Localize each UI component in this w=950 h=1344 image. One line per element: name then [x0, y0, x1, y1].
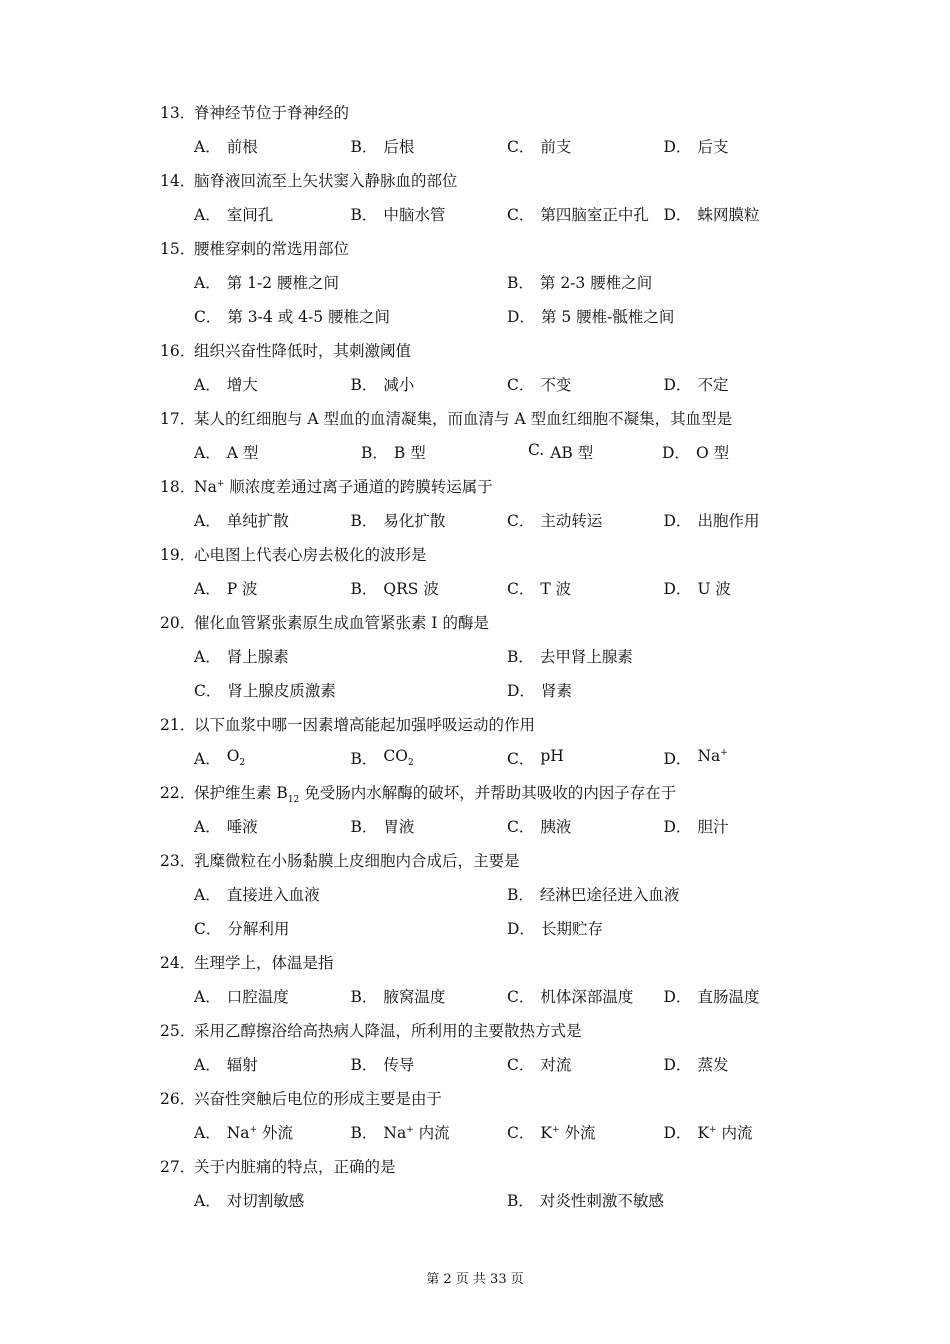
- option-text: QRS 波: [383, 580, 439, 598]
- question-stem: [160, 605, 820, 639]
- question-stem: [160, 537, 820, 571]
- question-text: 腰椎穿刺的常选用部位: [194, 240, 350, 258]
- question-number: 20．: [160, 614, 196, 632]
- answer-option: [194, 577, 351, 599]
- option-letter: A．: [194, 206, 221, 224]
- answer-option: [507, 679, 820, 701]
- answer-option: [361, 441, 528, 463]
- option-text: A 型: [226, 444, 259, 462]
- option-letter: B．: [350, 138, 378, 156]
- answer-option: [664, 747, 821, 769]
- question-item: [160, 843, 820, 945]
- question-item: [160, 707, 820, 775]
- answer-option: [507, 373, 664, 395]
- answer-option: [664, 203, 821, 225]
- answer-option: [507, 883, 820, 905]
- question-stem: [160, 1149, 820, 1183]
- answer-option: [662, 441, 729, 463]
- option-row: [160, 673, 820, 707]
- option-text: 增大: [226, 376, 258, 394]
- answer-option: [507, 985, 664, 1007]
- option-letter: D．: [507, 308, 535, 326]
- option-letter: C．: [507, 512, 535, 530]
- option-text: 机体深部温度: [540, 988, 634, 1006]
- option-text: 直肠温度: [697, 988, 760, 1006]
- option-letter: B．: [507, 648, 534, 666]
- option-text: Na+ 内流: [383, 1124, 450, 1142]
- question-text: 采用乙醇擦浴给高热病人降温，所利用的主要散热方式是: [194, 1022, 582, 1040]
- option-letter: D．: [507, 920, 535, 938]
- option-letter: A．: [194, 988, 221, 1006]
- question-number: 26．: [160, 1090, 196, 1108]
- option-letter: B．: [507, 1192, 534, 1210]
- question-item: [160, 1149, 820, 1217]
- option-row: [160, 435, 820, 469]
- question-item: [160, 163, 820, 231]
- question-number: 24．: [160, 954, 196, 972]
- option-letter: D．: [663, 580, 692, 598]
- answer-option: [351, 509, 508, 531]
- option-row: [160, 1115, 820, 1149]
- option-row: [160, 1047, 820, 1081]
- option-text: 后支: [697, 138, 729, 156]
- option-row: [160, 129, 820, 163]
- option-text: 前根: [226, 138, 258, 156]
- option-letter: B．: [350, 818, 378, 836]
- question-number: 18．: [160, 478, 196, 496]
- option-text: 第四脑室正中孔: [540, 206, 649, 224]
- option-letter: A．: [194, 376, 221, 394]
- answer-option: [194, 985, 351, 1007]
- option-letter: C．: [507, 750, 535, 768]
- question-item: [160, 333, 820, 401]
- option-text: 前支: [540, 138, 572, 156]
- option-text: 胃液: [383, 818, 415, 836]
- question-number: 15．: [160, 240, 196, 258]
- option-letter: A．: [194, 886, 221, 904]
- option-letter: D．: [663, 138, 692, 156]
- option-letter: A．: [194, 648, 221, 666]
- option-letter: C．: [507, 988, 535, 1006]
- option-row: [160, 265, 820, 299]
- answer-option: [528, 441, 662, 463]
- answer-option: [194, 509, 351, 531]
- option-letter: B．: [350, 750, 378, 768]
- option-letter: B．: [507, 886, 534, 904]
- answer-option: [507, 747, 664, 769]
- answer-option: [194, 373, 351, 395]
- option-letter: D．: [663, 988, 692, 1006]
- option-text: 第 3-4 或 4-5 腰椎之间: [227, 308, 391, 326]
- option-text: 第 1-2 腰椎之间: [226, 274, 340, 292]
- answer-option: [507, 815, 664, 837]
- option-letter: B．: [350, 376, 378, 394]
- answer-option: [507, 577, 664, 599]
- question-text: 脑脊液回流至上矢状窦入静脉血的部位: [194, 172, 458, 190]
- option-letter: C．: [194, 682, 222, 700]
- option-letter: C．: [507, 138, 535, 156]
- option-row: [160, 979, 820, 1013]
- answer-option: [194, 305, 507, 327]
- answer-option: [194, 203, 351, 225]
- option-text: pH: [540, 747, 564, 765]
- option-letter: C．: [194, 920, 222, 938]
- option-text: P 波: [226, 580, 258, 598]
- question-text: 生理学上，体温是指: [194, 954, 334, 972]
- option-text: 室间孔: [226, 206, 274, 224]
- option-letter: A．: [194, 818, 221, 836]
- answer-option: [194, 1189, 507, 1211]
- option-row: [160, 877, 820, 911]
- answer-option: [351, 1121, 508, 1143]
- question-item: [160, 1013, 820, 1081]
- option-letter: A．: [194, 444, 221, 462]
- answer-option: [194, 917, 507, 939]
- answer-option: [664, 373, 821, 395]
- option-text: 易化扩散: [383, 512, 446, 530]
- option-letter: A．: [194, 138, 221, 156]
- answer-option: [507, 1053, 664, 1075]
- question-number: 19．: [160, 546, 196, 564]
- option-letter: D．: [662, 444, 690, 462]
- option-row: [160, 741, 820, 775]
- question-text: 兴奋性突触后电位的形成主要是由于: [194, 1090, 443, 1108]
- answer-option: [664, 509, 821, 531]
- question-item: [160, 945, 820, 1013]
- answer-option: [351, 577, 508, 599]
- option-row: [160, 367, 820, 401]
- option-letter: A．: [194, 1192, 221, 1210]
- option-text: $CO_2$: [383, 747, 414, 769]
- question-stem: [160, 1081, 820, 1115]
- option-text: 传导: [383, 1056, 415, 1074]
- option-letter: C．: [507, 376, 535, 394]
- answer-option: [194, 815, 351, 837]
- option-text: 对切割敏感: [226, 1192, 305, 1210]
- option-text: 胰液: [540, 818, 572, 836]
- answer-option: [507, 509, 664, 531]
- question-number: 17．: [160, 410, 196, 428]
- option-text: 对流: [540, 1056, 572, 1074]
- question-number: 22．: [160, 784, 196, 802]
- option-letter: D．: [663, 1124, 692, 1142]
- answer-option: [507, 271, 820, 293]
- answer-option: [351, 985, 508, 1007]
- page-footer: 第 2 页 共 33 页: [426, 1272, 524, 1287]
- option-text: K+ 内流: [697, 1124, 753, 1142]
- option-letter: A．: [194, 274, 221, 292]
- option-row: [160, 197, 820, 231]
- option-text: 后根: [383, 138, 415, 156]
- answer-option: [194, 883, 507, 905]
- option-letter: A．: [194, 512, 221, 530]
- answer-option: [194, 271, 507, 293]
- question-stem: [160, 1013, 820, 1047]
- option-text: 直接进入血液: [226, 886, 320, 904]
- question-list: [160, 95, 820, 1217]
- answer-option: [507, 203, 664, 225]
- question-stem: [160, 231, 820, 265]
- question-stem: [160, 95, 820, 129]
- question-item: [160, 775, 820, 843]
- option-text: 第 2-3 腰椎之间: [539, 274, 653, 292]
- question-number: 16．: [160, 342, 196, 360]
- question-stem: [160, 945, 820, 979]
- option-letter: B．: [350, 988, 378, 1006]
- option-text: 第 5 腰椎-骶椎之间: [540, 308, 675, 326]
- answer-option: [664, 815, 821, 837]
- option-letter: D．: [663, 512, 692, 530]
- question-text: 保护维生素 $B_{12}$ 免受肠内水解酶的破坏，并帮助其吸收的内因子存在于: [194, 784, 677, 806]
- option-text: 经淋巴途径进入血液: [539, 886, 680, 904]
- option-letter: C．: [194, 308, 222, 326]
- option-text: 口腔温度: [226, 988, 289, 1006]
- option-text: Na+ 外流: [226, 1124, 293, 1142]
- answer-option: [351, 1053, 508, 1075]
- answer-option: [194, 1121, 351, 1143]
- answer-option: [194, 1053, 351, 1075]
- option-letter: D．: [663, 750, 692, 768]
- option-row: [160, 911, 820, 945]
- answer-option: [507, 917, 820, 939]
- option-text: K+ 外流: [540, 1124, 596, 1142]
- option-row: [160, 503, 820, 537]
- option-letter: D．: [663, 1056, 692, 1074]
- question-item: [160, 469, 820, 537]
- question-item: [160, 1081, 820, 1149]
- option-text: 主动转运: [540, 512, 603, 530]
- option-text: B 型: [393, 444, 426, 462]
- option-letter: D．: [663, 376, 692, 394]
- option-text: 长期贮存: [540, 920, 603, 938]
- answer-option: [194, 679, 507, 701]
- option-letter: B．: [350, 1056, 378, 1074]
- question-item: [160, 537, 820, 605]
- option-text: 分解利用: [227, 920, 290, 938]
- question-text: 关于内脏痛的特点，正确的是: [194, 1158, 396, 1176]
- question-text: 心电图上代表心房去极化的波形是: [194, 546, 427, 564]
- option-letter: A．: [194, 1124, 221, 1142]
- option-text: 不定: [697, 376, 729, 394]
- option-text: AB 型: [550, 444, 594, 462]
- option-text: 中脑水管: [383, 206, 446, 224]
- question-number: 14．: [160, 172, 196, 190]
- option-text: 出胞作用: [697, 512, 760, 530]
- option-letter: A．: [194, 1056, 221, 1074]
- question-number: 23．: [160, 852, 196, 870]
- question-text: 以下血浆中哪一因素增高能起加强呼吸运动的作用: [194, 716, 536, 734]
- question-number: 27．: [160, 1158, 196, 1176]
- option-row: [160, 809, 820, 843]
- option-letter: B．: [350, 580, 378, 598]
- option-letter: A．: [194, 750, 221, 768]
- question-stem: [160, 333, 820, 367]
- option-text: 减小: [383, 376, 415, 394]
- answer-option: [664, 985, 821, 1007]
- answer-option: [664, 577, 821, 599]
- answer-option: [664, 1053, 821, 1075]
- question-stem: [160, 401, 820, 435]
- option-text: Na+: [697, 747, 728, 765]
- option-letter: C．: [507, 1056, 535, 1074]
- option-text: 肾上腺皮质激素: [227, 682, 336, 700]
- option-letter: C.: [528, 441, 545, 459]
- option-text: 唾液: [226, 818, 258, 836]
- answer-option: [194, 645, 507, 667]
- option-text: 去甲肾上腺素: [539, 648, 633, 666]
- option-text: 蛛网膜粒: [697, 206, 760, 224]
- option-row: [160, 639, 820, 673]
- question-number: 25．: [160, 1022, 196, 1040]
- question-item: [160, 231, 820, 333]
- answer-option: [351, 815, 508, 837]
- answer-option: [194, 441, 361, 463]
- option-row: [160, 571, 820, 605]
- answer-option: [351, 135, 508, 157]
- question-text: 组织兴奋性降低时，其刺激阈值: [194, 342, 412, 360]
- option-letter: B．: [350, 206, 378, 224]
- option-row: [160, 1183, 820, 1217]
- answer-option: [351, 203, 508, 225]
- option-text: 胆汁: [697, 818, 729, 836]
- option-text: O 型: [695, 444, 730, 462]
- answer-option: [507, 1121, 664, 1143]
- option-text: 辐射: [226, 1056, 258, 1074]
- answer-option: [507, 135, 664, 157]
- question-text: Na+ 顺浓度差通过离子通道的跨膜转运属于: [194, 478, 493, 496]
- option-letter: B．: [350, 1124, 378, 1142]
- option-text: $O_2$: [226, 747, 246, 769]
- question-text: 某人的红细胞与 A 型血的血清凝集，而血清与 A 型血红细胞不凝集，其血型是: [194, 410, 733, 428]
- option-letter: C．: [507, 206, 535, 224]
- option-letter: C．: [507, 818, 535, 836]
- option-letter: C．: [507, 580, 535, 598]
- question-text: 脊神经节位于脊神经的: [194, 104, 350, 122]
- option-letter: B．: [361, 444, 388, 462]
- option-letter: C．: [507, 1124, 535, 1142]
- option-letter: A．: [194, 580, 221, 598]
- question-text: 乳糜微粒在小肠黏膜上皮细胞内合成后，主要是: [194, 852, 520, 870]
- answer-option: [351, 747, 508, 769]
- option-text: 肾上腺素: [226, 648, 289, 666]
- question-stem: [160, 469, 820, 503]
- question-text: 催化血管紧张素原生成血管紧张素 I 的酶是: [194, 614, 489, 632]
- question-item: [160, 605, 820, 707]
- answer-option: [507, 305, 820, 327]
- option-letter: D．: [507, 682, 535, 700]
- answer-option: [351, 373, 508, 395]
- option-text: 不变: [540, 376, 572, 394]
- answer-option: [664, 1121, 821, 1143]
- answer-option: [507, 1189, 820, 1211]
- option-text: 蒸发: [697, 1056, 729, 1074]
- question-item: [160, 401, 820, 469]
- question-number: 13．: [160, 104, 196, 122]
- answer-option: [194, 135, 351, 157]
- question-stem: [160, 707, 820, 741]
- question-item: [160, 95, 820, 163]
- question-stem: [160, 843, 820, 877]
- option-text: 对炎性刺激不敏感: [539, 1192, 664, 1210]
- answer-option: [664, 135, 821, 157]
- option-text: U 波: [697, 580, 731, 598]
- option-text: 肾素: [540, 682, 572, 700]
- option-letter: D．: [663, 818, 692, 836]
- option-letter: D．: [663, 206, 692, 224]
- answer-option: [194, 747, 351, 769]
- option-letter: B．: [507, 274, 534, 292]
- option-text: 单纯扩散: [226, 512, 289, 530]
- option-letter: B．: [350, 512, 378, 530]
- option-row: [160, 299, 820, 333]
- answer-option: [507, 645, 820, 667]
- option-text: 腋窝温度: [383, 988, 446, 1006]
- question-number: 21．: [160, 716, 196, 734]
- question-stem: [160, 775, 820, 809]
- question-stem: [160, 163, 820, 197]
- option-text: T 波: [540, 580, 572, 598]
